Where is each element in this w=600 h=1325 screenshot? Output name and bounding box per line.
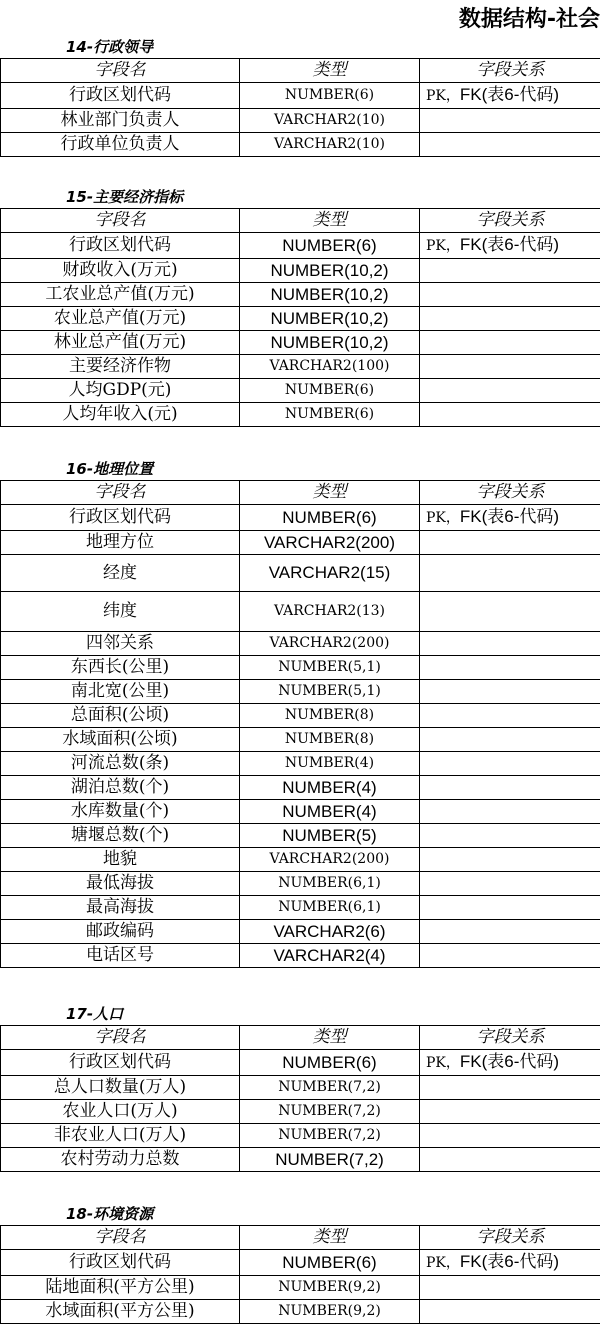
table-row	[1, 403, 600, 427]
field-type-cell: NUMBER(8)	[240, 728, 420, 752]
table-row	[1, 1050, 600, 1076]
field-relation-cell	[420, 752, 600, 776]
section-title: 14-行政领导	[66, 38, 154, 56]
field-name-cell: 最低海拔	[1, 872, 240, 896]
table-row	[1, 1076, 600, 1100]
field-type-cell: NUMBER(6)	[240, 403, 420, 427]
section-15	[0, 186, 600, 427]
relation-fk: FK(表6-代码)	[459, 507, 560, 526]
field-type-cell: NUMBER(7,2)	[240, 1124, 420, 1148]
table-row	[1, 531, 600, 555]
header-type: 类型	[240, 59, 420, 83]
relation-pk: PK，	[426, 88, 460, 104]
table-row	[1, 592, 600, 632]
field-name-cell: 人均年收入(元)	[1, 403, 240, 427]
field-relation-cell	[420, 283, 600, 307]
header-relation: 字段关系	[420, 59, 600, 83]
header-type: 类型	[240, 1226, 420, 1250]
header-type: 类型	[240, 481, 420, 505]
relation-pk: PK，	[426, 1255, 460, 1271]
field-name-cell: 财政收入(万元)	[1, 259, 240, 283]
relation-pk: PK，	[426, 1055, 460, 1071]
field-type-cell: VARCHAR2(100)	[240, 355, 420, 379]
header-row	[1, 481, 600, 505]
table-row	[1, 752, 600, 776]
header-type: 类型	[240, 1026, 420, 1050]
field-type-cell: NUMBER(7,2)	[240, 1076, 420, 1100]
table-row	[1, 800, 600, 824]
field-type-cell: NUMBER(7,2)	[240, 1148, 420, 1172]
table-row	[1, 1276, 600, 1300]
field-relation-cell	[420, 555, 600, 592]
field-name-cell: 电话区号	[1, 944, 240, 968]
field-relation-cell	[420, 259, 600, 283]
field-relation-cell	[420, 944, 600, 968]
field-relation-cell	[420, 109, 600, 133]
field-relation-cell	[420, 704, 600, 728]
table-row	[1, 331, 600, 355]
header-relation: 字段关系	[420, 209, 600, 233]
field-type-cell: VARCHAR2(15)	[240, 555, 420, 592]
field-name-cell: 水库数量(个)	[1, 800, 240, 824]
table-row	[1, 776, 600, 800]
header-field: 字段名	[1, 1226, 240, 1250]
field-table	[0, 480, 600, 968]
field-relation-cell	[420, 680, 600, 704]
field-type-cell: NUMBER(9,2)	[240, 1276, 420, 1300]
field-relation-cell	[420, 592, 600, 632]
field-name-cell: 经度	[1, 555, 240, 592]
field-type-cell: NUMBER(10,2)	[240, 331, 420, 355]
header-row	[1, 1026, 600, 1050]
table-row	[1, 920, 600, 944]
field-name-cell: 塘堰总数(个)	[1, 824, 240, 848]
field-name-cell: 农村劳动力总数	[1, 1148, 240, 1172]
field-relation-cell	[420, 1276, 600, 1300]
field-name-cell: 主要经济作物	[1, 355, 240, 379]
field-name-cell: 工农业总产值(万元)	[1, 283, 240, 307]
field-relation-cell	[420, 505, 600, 531]
relation-fk: FK(表6-代码)	[459, 1252, 560, 1271]
table-row	[1, 728, 600, 752]
field-type-cell: NUMBER(4)	[240, 800, 420, 824]
field-table	[0, 1225, 600, 1324]
field-type-cell: VARCHAR2(10)	[240, 109, 420, 133]
field-relation-cell	[420, 776, 600, 800]
field-type-cell: NUMBER(6,1)	[240, 872, 420, 896]
table-row	[1, 944, 600, 968]
field-name-cell: 邮政编码	[1, 920, 240, 944]
field-relation-cell	[420, 656, 600, 680]
header-field: 字段名	[1, 1026, 240, 1050]
field-name-cell: 水域面积(平方公里)	[1, 1300, 240, 1324]
field-type-cell: NUMBER(6)	[240, 379, 420, 403]
field-relation-cell	[420, 1250, 600, 1276]
field-type-cell: VARCHAR2(10)	[240, 133, 420, 157]
field-name-cell: 地理方位	[1, 531, 240, 555]
table-row	[1, 83, 600, 109]
field-name-cell: 纬度	[1, 592, 240, 632]
field-type-cell: NUMBER(4)	[240, 776, 420, 800]
field-name-cell: 行政区划代码	[1, 1250, 240, 1276]
field-type-cell: NUMBER(10,2)	[240, 259, 420, 283]
field-relation-cell	[420, 632, 600, 656]
field-name-cell: 农业总产值(万元)	[1, 307, 240, 331]
section-14	[0, 36, 600, 157]
table-row	[1, 283, 600, 307]
field-relation-cell	[420, 233, 600, 259]
field-relation-cell	[420, 872, 600, 896]
field-name-cell: 水域面积(公顷)	[1, 728, 240, 752]
field-name-cell: 最高海拔	[1, 896, 240, 920]
field-name-cell: 四邻关系	[1, 632, 240, 656]
field-relation-cell	[420, 1076, 600, 1100]
section-title: 15-主要经济指标	[66, 188, 184, 206]
field-relation-cell	[420, 728, 600, 752]
field-relation-cell	[420, 848, 600, 872]
field-type-cell: NUMBER(5,1)	[240, 656, 420, 680]
field-table	[0, 58, 600, 157]
relation-pk: PK，	[426, 510, 460, 526]
field-name-cell: 非农业人口(万人)	[1, 1124, 240, 1148]
field-relation-cell	[420, 824, 600, 848]
section-17	[0, 1003, 600, 1172]
field-name-cell: 行政区划代码	[1, 1050, 240, 1076]
field-name-cell: 地貌	[1, 848, 240, 872]
field-name-cell: 行政区划代码	[1, 505, 240, 531]
table-row	[1, 233, 600, 259]
table-row	[1, 1300, 600, 1324]
table-row	[1, 896, 600, 920]
table-row	[1, 259, 600, 283]
section-title: 17-人口	[66, 1005, 124, 1023]
header-type: 类型	[240, 209, 420, 233]
table-row	[1, 1124, 600, 1148]
field-type-cell: NUMBER(8)	[240, 704, 420, 728]
field-type-cell: NUMBER(6)	[240, 83, 420, 109]
field-name-cell: 农业人口(万人)	[1, 1100, 240, 1124]
table-row	[1, 505, 600, 531]
field-relation-cell	[420, 531, 600, 555]
field-relation-cell	[420, 355, 600, 379]
field-relation-cell	[420, 1148, 600, 1172]
table-row	[1, 680, 600, 704]
field-name-cell: 南北宽(公里)	[1, 680, 240, 704]
field-type-cell: VARCHAR2(13)	[240, 592, 420, 632]
field-name-cell: 湖泊总数(个)	[1, 776, 240, 800]
field-name-cell: 人均GDP(元)	[1, 379, 240, 403]
field-name-cell: 行政区划代码	[1, 83, 240, 109]
table-row	[1, 656, 600, 680]
field-type-cell: VARCHAR2(4)	[240, 944, 420, 968]
section-16	[0, 458, 600, 968]
table-row	[1, 824, 600, 848]
header-row	[1, 1226, 600, 1250]
field-relation-cell	[420, 403, 600, 427]
field-table	[0, 208, 600, 427]
field-type-cell: NUMBER(6)	[240, 505, 420, 531]
table-row	[1, 872, 600, 896]
section-title: 16-地理位置	[66, 460, 154, 478]
field-relation-cell	[420, 800, 600, 824]
field-type-cell: VARCHAR2(200)	[240, 531, 420, 555]
header-relation: 字段关系	[420, 1226, 600, 1250]
table-row	[1, 1100, 600, 1124]
field-type-cell: NUMBER(5,1)	[240, 680, 420, 704]
field-name-cell: 东西长(公里)	[1, 656, 240, 680]
table-row	[1, 355, 600, 379]
field-type-cell: NUMBER(7,2)	[240, 1100, 420, 1124]
header-relation: 字段关系	[420, 1026, 600, 1050]
section-title: 18-环境资源	[66, 1205, 154, 1223]
field-relation-cell	[420, 307, 600, 331]
table-row	[1, 848, 600, 872]
field-type-cell: NUMBER(9,2)	[240, 1300, 420, 1324]
relation-pk: PK，	[426, 238, 460, 254]
table-row	[1, 632, 600, 656]
table-row	[1, 704, 600, 728]
table-row	[1, 133, 600, 157]
field-relation-cell	[420, 920, 600, 944]
page-title: 数据结构-社会	[458, 7, 600, 32]
field-name-cell: 行政单位负责人	[1, 133, 240, 157]
field-table	[0, 1025, 600, 1172]
field-type-cell: NUMBER(6)	[240, 233, 420, 259]
header-relation: 字段关系	[420, 481, 600, 505]
field-type-cell: VARCHAR2(200)	[240, 632, 420, 656]
table-row	[1, 109, 600, 133]
field-type-cell: NUMBER(4)	[240, 752, 420, 776]
field-type-cell: VARCHAR2(200)	[240, 848, 420, 872]
header-row	[1, 209, 600, 233]
field-relation-cell	[420, 1050, 600, 1076]
table-row	[1, 555, 600, 592]
field-type-cell: NUMBER(10,2)	[240, 283, 420, 307]
field-type-cell: NUMBER(5)	[240, 824, 420, 848]
field-name-cell: 林业部门负责人	[1, 109, 240, 133]
header-row	[1, 59, 600, 83]
relation-fk: FK(表6-代码)	[459, 85, 560, 104]
field-name-cell: 陆地面积(平方公里)	[1, 1276, 240, 1300]
field-name-cell: 行政区划代码	[1, 233, 240, 259]
field-relation-cell	[420, 1100, 600, 1124]
header-field: 字段名	[1, 59, 240, 83]
header-field: 字段名	[1, 481, 240, 505]
field-relation-cell	[420, 379, 600, 403]
field-relation-cell	[420, 1300, 600, 1324]
relation-fk: FK(表6-代码)	[459, 235, 560, 254]
field-relation-cell	[420, 133, 600, 157]
field-name-cell: 林业总产值(万元)	[1, 331, 240, 355]
field-relation-cell	[420, 83, 600, 109]
field-type-cell: NUMBER(6,1)	[240, 896, 420, 920]
field-type-cell: VARCHAR2(6)	[240, 920, 420, 944]
field-name-cell: 河流总数(条)	[1, 752, 240, 776]
field-type-cell: NUMBER(6)	[240, 1250, 420, 1276]
relation-fk: FK(表6-代码)	[459, 1052, 560, 1071]
field-name-cell: 总面积(公顷)	[1, 704, 240, 728]
field-name-cell: 总人口数量(万人)	[1, 1076, 240, 1100]
table-row	[1, 1148, 600, 1172]
field-relation-cell	[420, 1124, 600, 1148]
table-row	[1, 307, 600, 331]
section-18	[0, 1203, 600, 1324]
field-type-cell: NUMBER(6)	[240, 1050, 420, 1076]
field-relation-cell	[420, 896, 600, 920]
table-row	[1, 1250, 600, 1276]
field-relation-cell	[420, 331, 600, 355]
header-field: 字段名	[1, 209, 240, 233]
table-row	[1, 379, 600, 403]
field-type-cell: NUMBER(10,2)	[240, 307, 420, 331]
